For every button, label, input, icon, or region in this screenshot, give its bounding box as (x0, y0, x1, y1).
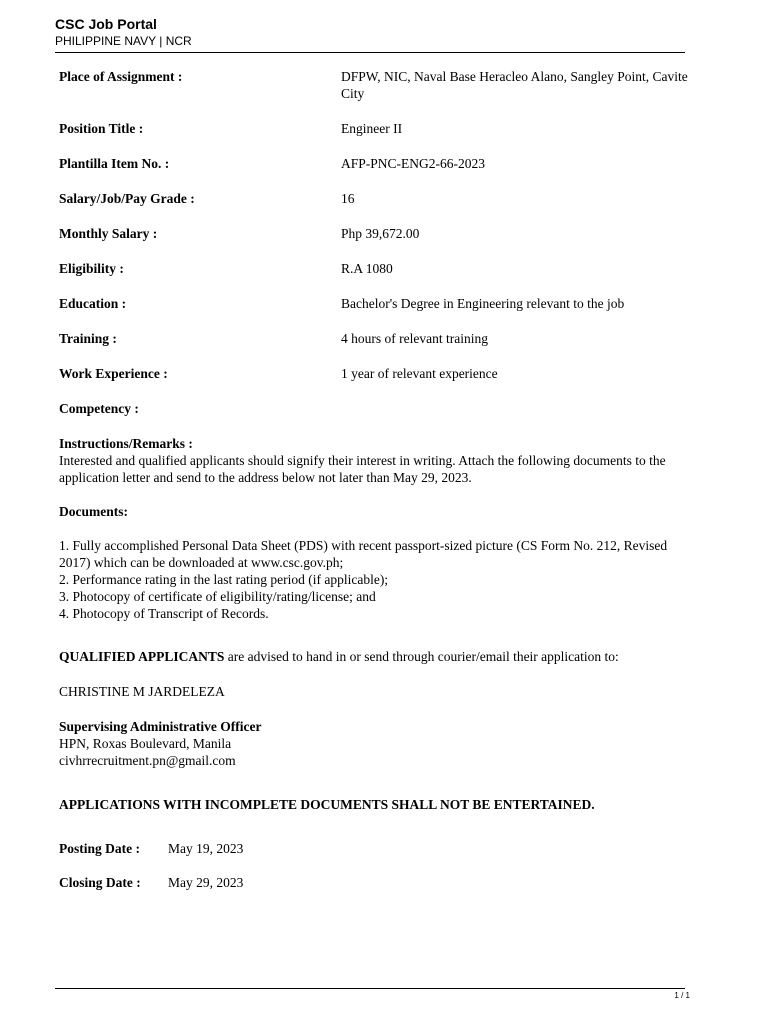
contact-block (59, 718, 699, 769)
field-plantilla-item-no (59, 155, 699, 172)
list-item: 3. Photocopy of certificate of eligibility/rating/license; and (59, 589, 376, 604)
qualified-applicants-text: are advised to hand in or send through courier/email their application to: (224, 649, 619, 664)
field-value: DFPW, NIC, Naval Base Heracleo Alano, Sangley Point, Cavite City (341, 69, 688, 101)
field-label: Place of Assignment : (59, 69, 183, 84)
field-label: Education : (59, 296, 127, 311)
instructions-section (59, 435, 699, 486)
contact-name: CHRISTINE M JARDELEZA (59, 684, 225, 699)
agency-subtitle: PHILIPPINE NAVY | NCR (55, 34, 192, 48)
portal-title: CSC Job Portal (55, 16, 157, 32)
field-value: Engineer II (341, 121, 403, 136)
field-monthly-salary (59, 225, 699, 242)
qualified-applicants-note (59, 648, 699, 665)
closing-date-value: May 29, 2023 (168, 875, 244, 890)
field-value: Php 39,672.00 (341, 226, 420, 241)
field-education (59, 295, 699, 312)
field-value: 1 year of relevant experience (341, 366, 498, 381)
field-value (341, 400, 699, 417)
field-value: 4 hours of relevant training (341, 331, 488, 346)
field-value: 16 (341, 191, 355, 206)
header-divider (55, 52, 685, 53)
field-label: Position Title : (59, 121, 144, 136)
posting-date-row (59, 840, 699, 857)
field-label: Eligibility : (59, 261, 124, 276)
qualified-applicants-lead: QUALIFIED APPLICANTS (59, 649, 225, 664)
field-label: Training : (59, 331, 117, 346)
list-item: 4. Photocopy of Transcript of Records. (59, 606, 269, 621)
contact-email: civhrrecruitment.pn@gmail.com (59, 753, 236, 768)
documents-list (59, 537, 699, 622)
field-competency (59, 400, 699, 417)
posting-date-value: May 19, 2023 (168, 841, 244, 856)
field-label: Work Experience : (59, 366, 168, 381)
closing-date-label: Closing Date : (59, 875, 141, 890)
field-label: Monthly Salary : (59, 226, 158, 241)
page-header (55, 16, 685, 49)
contact-title: Supervising Administrative Officer (59, 719, 262, 734)
field-value: R.A 1080 (341, 261, 393, 276)
posting-date-label: Posting Date : (59, 841, 140, 856)
field-value: Bachelor's Degree in Engineering relevant to the job (341, 296, 625, 311)
contact-address: HPN, Roxas Boulevard, Manila (59, 736, 232, 751)
field-label: Competency : (59, 401, 139, 416)
job-posting-document (59, 68, 699, 891)
field-training (59, 330, 699, 347)
field-value: AFP-PNC-ENG2-66-2023 (341, 156, 486, 171)
field-label: Plantilla Item No. : (59, 156, 170, 171)
field-position-title (59, 120, 699, 137)
list-item: 1. Fully accomplished Personal Data Sheet (PDS) with recent passport-sized picture (CS Form No. 212, Revised 2017) which can be downloaded at www.csc.gov.ph; (59, 538, 668, 570)
field-label: Salary/Job/Pay Grade : (59, 191, 195, 206)
closing-date-row (59, 874, 699, 891)
incomplete-documents-warning: APPLICATIONS WITH INCOMPLETE DOCUMENTS SHALL NOT BE ENTERTAINED. (59, 797, 595, 812)
field-work-experience (59, 365, 699, 382)
list-item: 2. Performance rating in the last rating period (if applicable); (59, 572, 389, 587)
field-salary-grade (59, 190, 699, 207)
documents-heading: Documents: (59, 504, 128, 519)
footer-divider (55, 988, 685, 989)
field-eligibility (59, 260, 699, 277)
instructions-text: Interested and qualified applicants should signify their interest in writing. Attach the following documents to the application letter and send to the address below not later than May 29, 2023. (59, 453, 666, 485)
instructions-label: Instructions/Remarks : (59, 436, 193, 451)
field-place-of-assignment (59, 68, 699, 102)
page-number: 1 / 1 (674, 991, 690, 1000)
